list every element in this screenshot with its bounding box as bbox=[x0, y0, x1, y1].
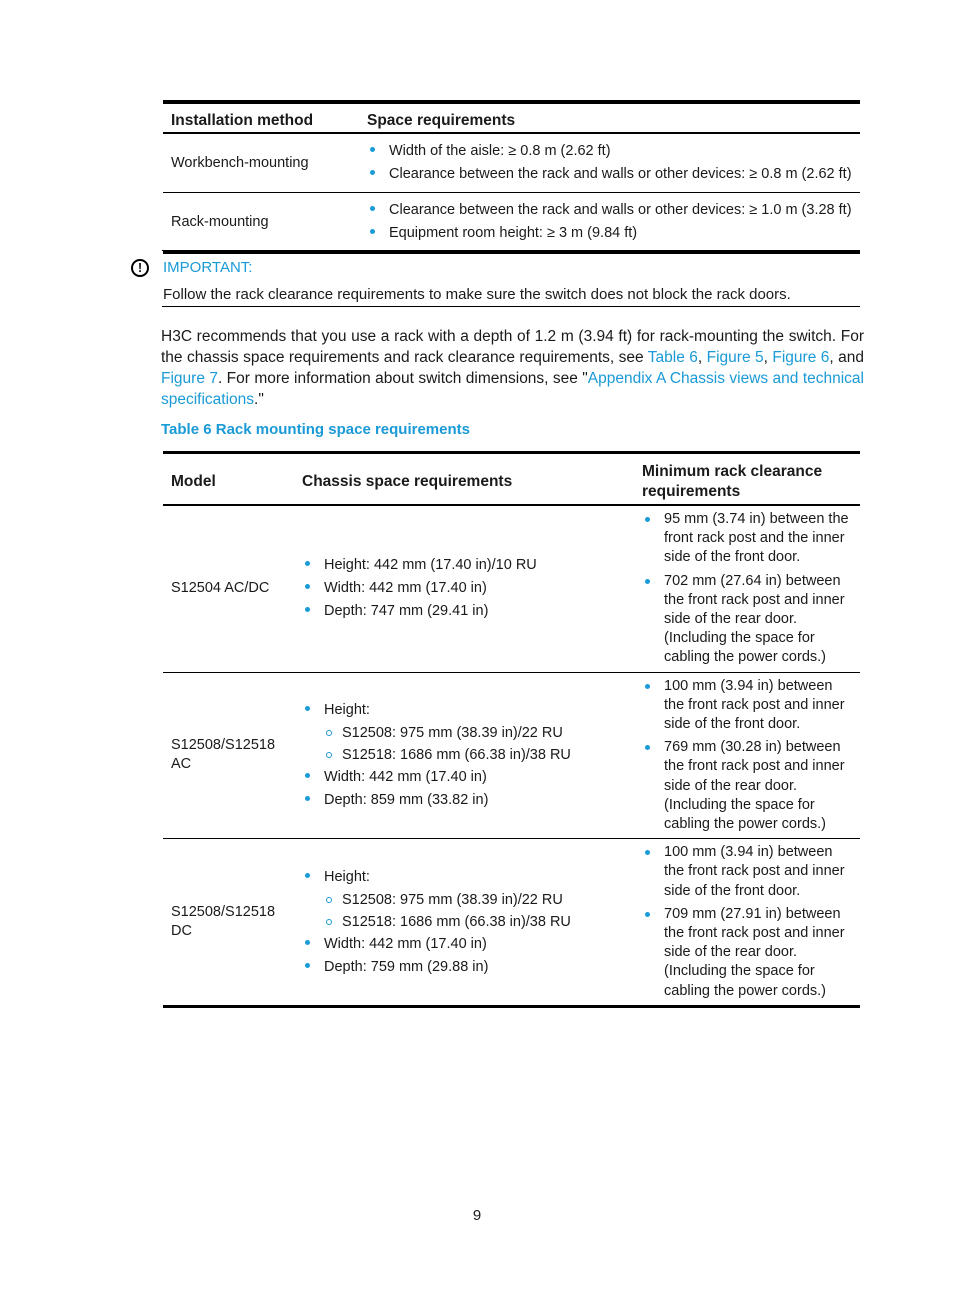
column-header: Model bbox=[163, 453, 294, 506]
height-label: Height: bbox=[324, 868, 370, 885]
table-header-row bbox=[163, 453, 860, 506]
requirements-list bbox=[367, 199, 852, 245]
column-header: Chassis space requirements bbox=[294, 453, 634, 506]
paragraph-text: , bbox=[697, 349, 707, 366]
chassis-space-cell bbox=[294, 505, 634, 672]
column-header: Space requirements bbox=[359, 102, 860, 133]
list-item: 702 mm (27.64 in) between the front rack post and inner side of the rear door. (Including the space for cabling the power cords.) bbox=[642, 572, 852, 668]
paragraph-text: , bbox=[763, 349, 773, 366]
list-item: Width: 442 mm (17.40 in) bbox=[302, 766, 626, 789]
divider bbox=[162, 306, 860, 307]
table-row bbox=[163, 193, 860, 253]
chassis-space-cell bbox=[294, 672, 634, 839]
list-item: Width: 442 mm (17.40 in) bbox=[302, 933, 626, 956]
divider bbox=[162, 250, 860, 251]
important-label: IMPORTANT: bbox=[163, 259, 253, 276]
list-item: 709 mm (27.91 in) between the front rack post and inner side of the rear door. (Including the space for cabling the power cords.) bbox=[642, 905, 852, 1001]
list-item: 100 mm (3.94 in) between the front rack post and inner side of the front door. bbox=[642, 677, 852, 735]
list-item: S12518: 1686 mm (66.38 in)/38 RU bbox=[324, 744, 626, 766]
clearance-list bbox=[642, 843, 852, 1001]
installation-method-cell: Workbench-mounting bbox=[163, 133, 359, 193]
list-item: Width: 442 mm (17.40 in) bbox=[302, 577, 626, 600]
requirements-list bbox=[367, 140, 852, 186]
list-item: 95 mm (3.74 in) between the front rack post and the inner side of the front door. bbox=[642, 510, 852, 568]
clearance-cell bbox=[634, 505, 860, 672]
list-item bbox=[302, 866, 626, 933]
table-row bbox=[163, 839, 860, 1007]
list-item: Depth: 747 mm (29.41 in) bbox=[302, 600, 626, 623]
list-item: Depth: 859 mm (33.82 in) bbox=[302, 789, 626, 812]
table-row bbox=[163, 133, 860, 193]
figure-7-link[interactable]: Figure 7 bbox=[161, 370, 218, 387]
list-item: Height: 442 mm (17.40 in)/10 RU bbox=[302, 554, 626, 577]
list-item: S12518: 1686 mm (66.38 in)/38 RU bbox=[324, 911, 626, 933]
installation-method-cell: Rack-mounting bbox=[163, 193, 359, 253]
clearance-list bbox=[642, 677, 852, 835]
clearance-cell bbox=[634, 672, 860, 839]
list-item: Depth: 759 mm (29.88 in) bbox=[302, 956, 626, 979]
paragraph-text: H3C recommends that you use a rack with a depth of 1.2 m (3.94 ft) for rack-mounting the switch. For the chassis space requirements and rack clearance requirements, see bbox=[161, 328, 864, 366]
table-header-row bbox=[163, 102, 860, 133]
figure-5-link[interactable]: Figure 5 bbox=[706, 349, 764, 366]
height-sub-list bbox=[324, 722, 626, 766]
clearance-list bbox=[642, 510, 852, 668]
list-item: Clearance between the rack and walls or other devices: ≥ 0.8 m (2.62 ft) bbox=[367, 163, 852, 186]
chassis-list bbox=[302, 699, 626, 812]
page-number: 9 bbox=[472, 1207, 482, 1224]
installation-space-table bbox=[163, 100, 860, 254]
list-item bbox=[302, 699, 626, 766]
height-label: Height: bbox=[324, 701, 370, 718]
list-item: Width of the aisle: ≥ 0.8 m (2.62 ft) bbox=[367, 140, 852, 163]
model-cell: S12504 AC/DC bbox=[163, 505, 294, 672]
list-item: S12508: 975 mm (38.39 in)/22 RU bbox=[324, 722, 626, 744]
column-header: Minimum rack clearance requirements bbox=[634, 453, 860, 506]
chassis-space-cell bbox=[294, 839, 634, 1007]
paragraph-text: ." bbox=[254, 391, 264, 408]
table-6-link[interactable]: Table 6 bbox=[647, 349, 698, 366]
height-sub-list bbox=[324, 889, 626, 933]
clearance-cell bbox=[634, 839, 860, 1007]
list-item: Clearance between the rack and walls or other devices: ≥ 1.0 m (3.28 ft) bbox=[367, 199, 852, 222]
appendix-a-link[interactable]: Appendix A Chassis views and technical specifications bbox=[161, 370, 864, 408]
list-item: S12508: 975 mm (38.39 in)/22 RU bbox=[324, 889, 626, 911]
important-text: Follow the rack clearance requirements to make sure the switch does not block the rack doors. bbox=[163, 286, 791, 303]
column-header: Installation method bbox=[163, 102, 359, 133]
chassis-list bbox=[302, 866, 626, 979]
list-item: 769 mm (30.28 in) between the front rack post and inner side of the rear door. (Including the space for cabling the power cords.) bbox=[642, 738, 852, 834]
paragraph-text: , and bbox=[829, 349, 864, 366]
figure-6-link[interactable]: Figure 6 bbox=[772, 349, 830, 366]
list-item: 100 mm (3.94 in) between the front rack post and inner side of the front door. bbox=[642, 843, 852, 901]
table-row bbox=[163, 672, 860, 839]
list-item: Equipment room height: ≥ 3 m (9.84 ft) bbox=[367, 222, 852, 245]
exclamation-icon: ! bbox=[131, 259, 149, 277]
model-cell: S12508/S12518 AC bbox=[163, 672, 294, 839]
space-requirements-cell bbox=[359, 193, 860, 253]
body-paragraph bbox=[161, 326, 864, 410]
rack-mounting-table bbox=[163, 451, 860, 1008]
chassis-list bbox=[302, 554, 626, 623]
table-row bbox=[163, 505, 860, 672]
space-requirements-cell bbox=[359, 133, 860, 193]
paragraph-text: . For more information about switch dimensions, see " bbox=[217, 370, 588, 387]
model-cell: S12508/S12518 DC bbox=[163, 839, 294, 1007]
table-caption: Table 6 Rack mounting space requirements bbox=[161, 421, 470, 438]
